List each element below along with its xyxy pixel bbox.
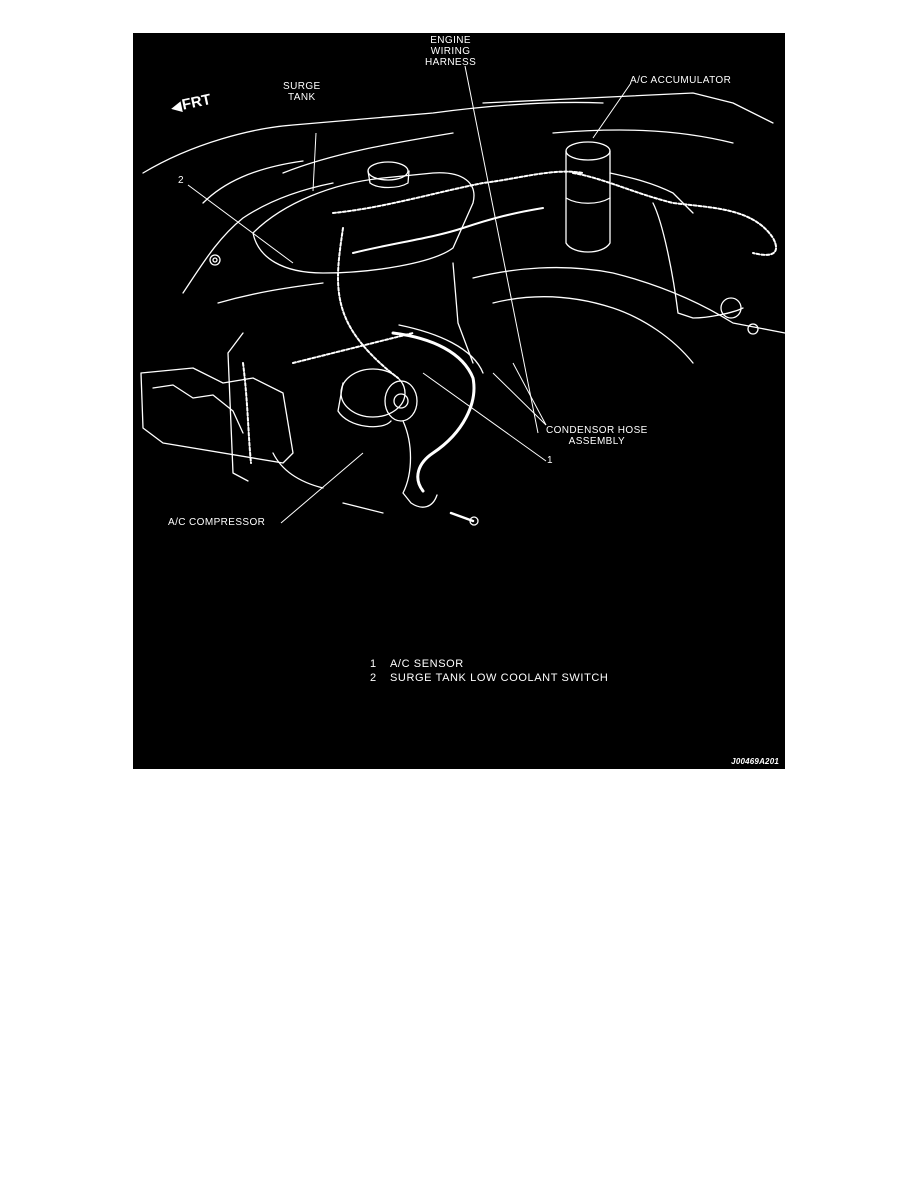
label-line: HARNESS xyxy=(425,57,477,68)
ac-accumulator-label: A/C ACCUMULATOR xyxy=(630,75,732,86)
label-line: WIRING xyxy=(430,46,471,57)
label-line: SURGE xyxy=(283,81,321,92)
front-label: FRT xyxy=(180,91,213,114)
callout-2: 2 xyxy=(178,175,184,186)
left-arrow-icon: ◀ xyxy=(169,98,183,116)
label-line: ENGINE xyxy=(430,35,471,46)
condensor-hose-assembly-label xyxy=(546,425,648,447)
legend-number: 2 xyxy=(370,672,377,684)
callout-1: 1 xyxy=(547,455,553,466)
legend-item xyxy=(370,657,608,671)
legend-text: A/C SENSOR xyxy=(390,658,464,670)
label-line: ASSEMBLY xyxy=(568,436,626,447)
legend-text: SURGE TANK LOW COOLANT SWITCH xyxy=(390,672,609,684)
label-line: TANK xyxy=(288,92,316,103)
figure-id: J00469A201 xyxy=(731,757,779,766)
engine-diagram-figure xyxy=(133,33,785,769)
surge-tank-label xyxy=(283,81,321,103)
legend-number: 1 xyxy=(370,658,377,670)
ac-compressor-label: A/C COMPRESSOR xyxy=(168,517,266,528)
legend-item xyxy=(370,671,608,685)
engine-wiring-harness-label xyxy=(425,35,476,68)
legend xyxy=(370,657,608,685)
label-line: CONDENSOR HOSE xyxy=(546,425,648,436)
